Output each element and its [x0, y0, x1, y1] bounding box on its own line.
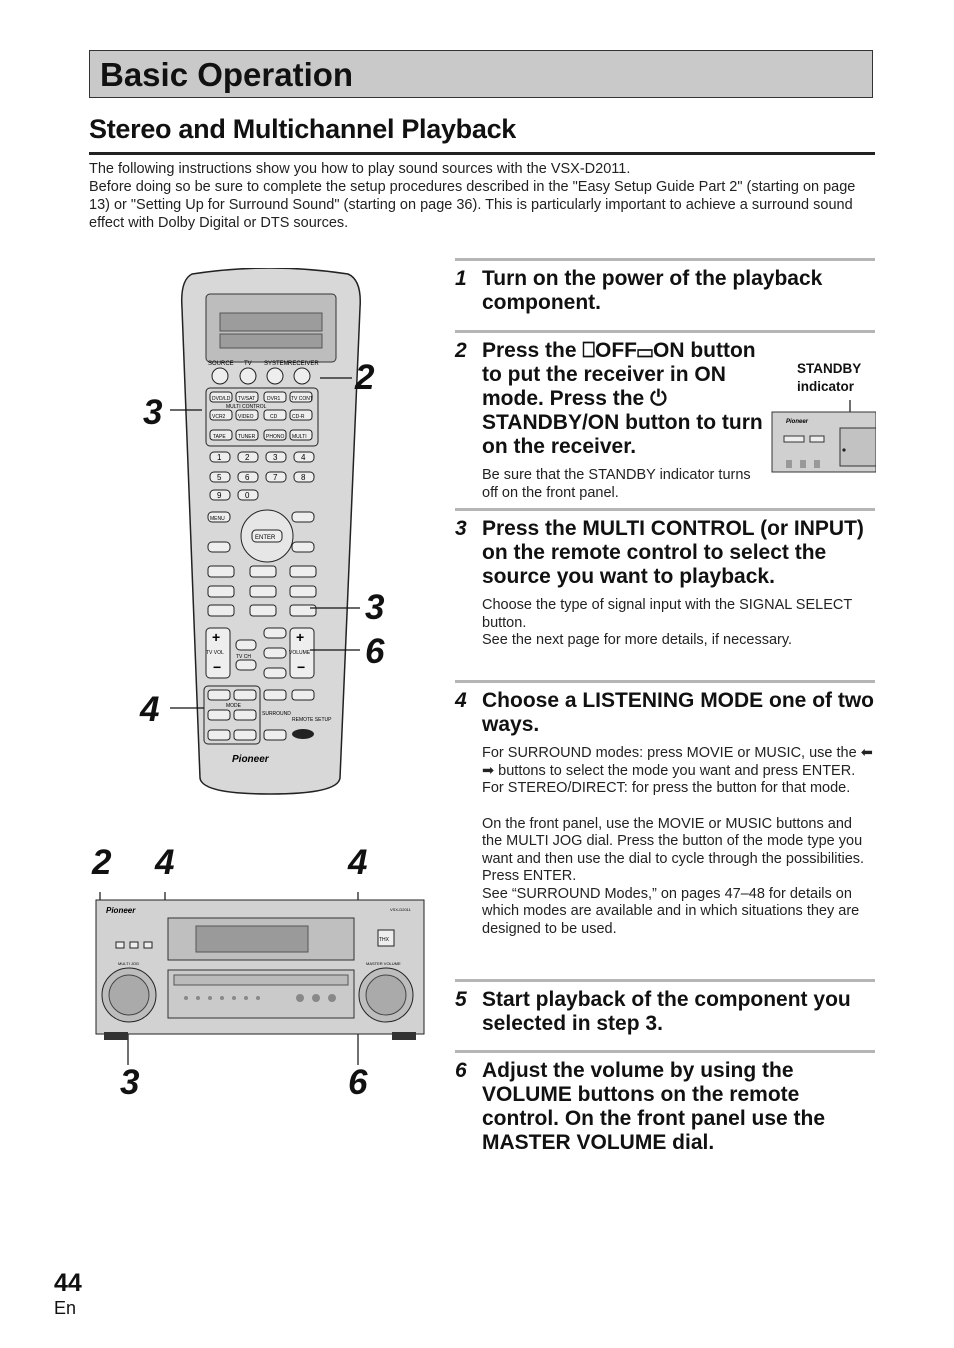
step-2-title-part-a: Press the	[482, 339, 583, 362]
step-2-title-part-c: ON button to put the receiver in ON mode. Press the	[482, 339, 756, 410]
intro-line-2: Before doing so be sure to complete the setup procedures described in the "Easy Setup Guide Part 2" (starting on page 13) or "Setting Up for Surround Sound" (starting on page 36). This is particularly important to achieve a surround sound effect with Dolby Digital or DTS sources.	[89, 179, 856, 231]
remote-enter-label: ENTER	[255, 535, 276, 541]
remote-btn-cdr: CD-R	[292, 414, 305, 420]
standby-indicator-illustration	[770, 398, 876, 474]
step-4-title: Choose a LISTENING MODE one of two ways.	[482, 689, 875, 736]
standby-illustration-brand: Pioneer	[786, 419, 809, 425]
step-4-body	[482, 745, 875, 938]
remote-key-6: 6	[245, 473, 250, 482]
callout-remote-3b: 3	[365, 588, 385, 627]
svg-text:−: −	[297, 659, 306, 675]
step-1-number: 1	[455, 267, 467, 290]
remote-btn-multi: MULTI	[292, 434, 307, 440]
remote-key-2: 2	[245, 453, 250, 462]
front-panel-illustration	[90, 880, 430, 1070]
step-2-title	[482, 333, 772, 459]
remote-mode-label: MODE	[226, 703, 241, 709]
remote-tvvol-label: TV VOL	[206, 650, 224, 656]
step-3	[455, 508, 875, 650]
panel-master-volume: MASTER VOLUME	[366, 961, 401, 966]
step-6	[455, 1050, 875, 1155]
callout-remote-4: 4	[140, 690, 160, 729]
page-heading: Stereo and Multichannel Playback	[89, 114, 517, 144]
page-number: 44	[54, 1269, 82, 1297]
power-icon: ⏻	[650, 387, 667, 410]
remote-setup-label: REMOTE SETUP	[292, 717, 332, 723]
step-2-body	[482, 467, 752, 502]
remote-label-receiver: RECEIVER	[288, 361, 319, 367]
callout-remote-6: 6	[365, 632, 385, 671]
remote-btn-tvcont: TV CONT	[291, 396, 313, 402]
remote-key-8: 8	[301, 473, 306, 482]
step-4-body-line-3: On the front panel, use the MOVIE or MUSIC buttons and the MULTI JOG dial. Press the button of the mode type you want and then use the dial to cycle through the possibilities. Press ENTER.	[482, 815, 865, 884]
remote-tvch-label: TV CH	[236, 654, 251, 660]
step-3-body-line-2: See the next page for more details, if necessary.	[482, 632, 793, 648]
remote-key-5: 5	[217, 473, 222, 482]
step-3-number: 3	[455, 517, 467, 540]
section-title: Basic Operation	[100, 56, 354, 93]
standby-indicator-label	[797, 360, 861, 396]
svg-text:−: −	[213, 659, 222, 675]
standby-label-line-2: indicator	[797, 379, 855, 394]
remote-key-1: 1	[217, 453, 222, 462]
remote-key-4: 4	[301, 453, 306, 462]
remote-btn-dvr1: DVR1	[267, 396, 281, 402]
svg-text:+: +	[212, 629, 221, 645]
remote-multi-control: MULTI CONTROL	[226, 404, 267, 410]
step-5-number: 5	[455, 988, 467, 1011]
remote-btn-dvd: DVD/LD	[212, 396, 231, 402]
panel-model: VSX-D2011	[390, 907, 411, 912]
step-5	[455, 979, 875, 1036]
step-6-number: 6	[455, 1059, 467, 1082]
remote-key-9: 9	[217, 491, 222, 500]
callout-panel-2: 2	[92, 843, 112, 882]
remote-btn-cd: CD	[270, 414, 278, 420]
remote-btn-vcr2: VCR2	[212, 414, 226, 420]
svg-text:+: +	[296, 629, 305, 645]
remote-menu-label: MENU	[210, 516, 225, 522]
step-2-title-part-b: OFF	[595, 339, 637, 362]
step-2-number: 2	[455, 339, 467, 362]
step-2-body-line: Be sure that the STANDBY indicator turns off on the front panel.	[482, 467, 751, 501]
remote-btn-video: VIDEO	[238, 414, 254, 420]
remote-label-source: SOURCE	[208, 361, 234, 367]
remote-btn-phono: PHONO	[266, 434, 285, 440]
heading-block	[89, 114, 875, 155]
remote-leader-lines	[160, 370, 370, 720]
standby-on-icon: ▭	[637, 339, 653, 362]
step-2-title-part-d: STANDBY/ON button to turn on the receiver.	[482, 411, 763, 458]
standby-off-icon: ⎕	[582, 339, 595, 362]
callout-panel-6: 6	[348, 1063, 368, 1102]
panel-thx: THX	[379, 937, 389, 943]
remote-volume-label: VOLUME	[289, 650, 311, 656]
step-1	[455, 258, 875, 315]
remote-key-3: 3	[273, 453, 278, 462]
callout-remote-2: 2	[355, 358, 375, 397]
remote-btn-tuner: TUNER	[238, 434, 256, 440]
callout-remote-3a: 3	[143, 393, 163, 432]
step-4-body-line-1: For SURROUND modes: press MOVIE or MUSIC, use the ⬅ ➡ buttons to select the mode you want and press ENTER.	[482, 745, 873, 779]
intro-text	[89, 160, 874, 232]
remote-brand: Pioneer	[232, 754, 269, 765]
remote-btn-tvsat: TV/SAT	[238, 396, 256, 402]
step-4-number: 4	[455, 689, 467, 712]
step-3-title: Press the MULTI CONTROL (or INPUT) on the remote control to select the source you want to playback.	[482, 517, 864, 588]
remote-surround-label: SURROUND	[262, 711, 291, 717]
section-title-bar	[89, 50, 873, 98]
remote-label-system: SYSTEM	[264, 361, 289, 367]
step-5-title: Start playback of the component you selected in step 3.	[482, 988, 851, 1035]
intro-line-1: The following instructions show you how to play sound sources with the VSX-D2011.	[89, 161, 631, 177]
step-4-body-line-4: See “SURROUND Modes,” on pages 47–48 for details on which modes are available and in which situations they are designed to be used.	[482, 885, 860, 937]
step-3-body-line-1: Choose the type of signal input with the SIGNAL SELECT button.	[482, 597, 852, 631]
remote-label-tv: TV	[244, 361, 252, 367]
panel-multi-jog: MULTI JOG	[118, 961, 140, 966]
step-6-title: Adjust the volume by using the VOLUME buttons on the remote control. On the front panel use the MASTER VOLUME dial.	[482, 1059, 826, 1154]
step-4-body-line-2: For STEREO/DIRECT: for press the button for that mode.	[482, 780, 851, 796]
step-4	[455, 680, 875, 938]
page-language: En	[54, 1298, 77, 1318]
remote-key-7: 7	[273, 473, 278, 482]
remote-btn-tape: TAPE	[213, 434, 226, 440]
step-1-title: Turn on the power of the playback component.	[482, 267, 823, 314]
callout-panel-3: 3	[120, 1063, 140, 1102]
step-3-body	[482, 597, 875, 650]
callout-panel-4b: 4	[348, 843, 368, 882]
standby-label-line-1: STANDBY	[797, 361, 862, 376]
panel-brand: Pioneer	[106, 906, 136, 915]
callout-panel-4a: 4	[155, 843, 175, 882]
remote-key-0: 0	[245, 491, 250, 500]
